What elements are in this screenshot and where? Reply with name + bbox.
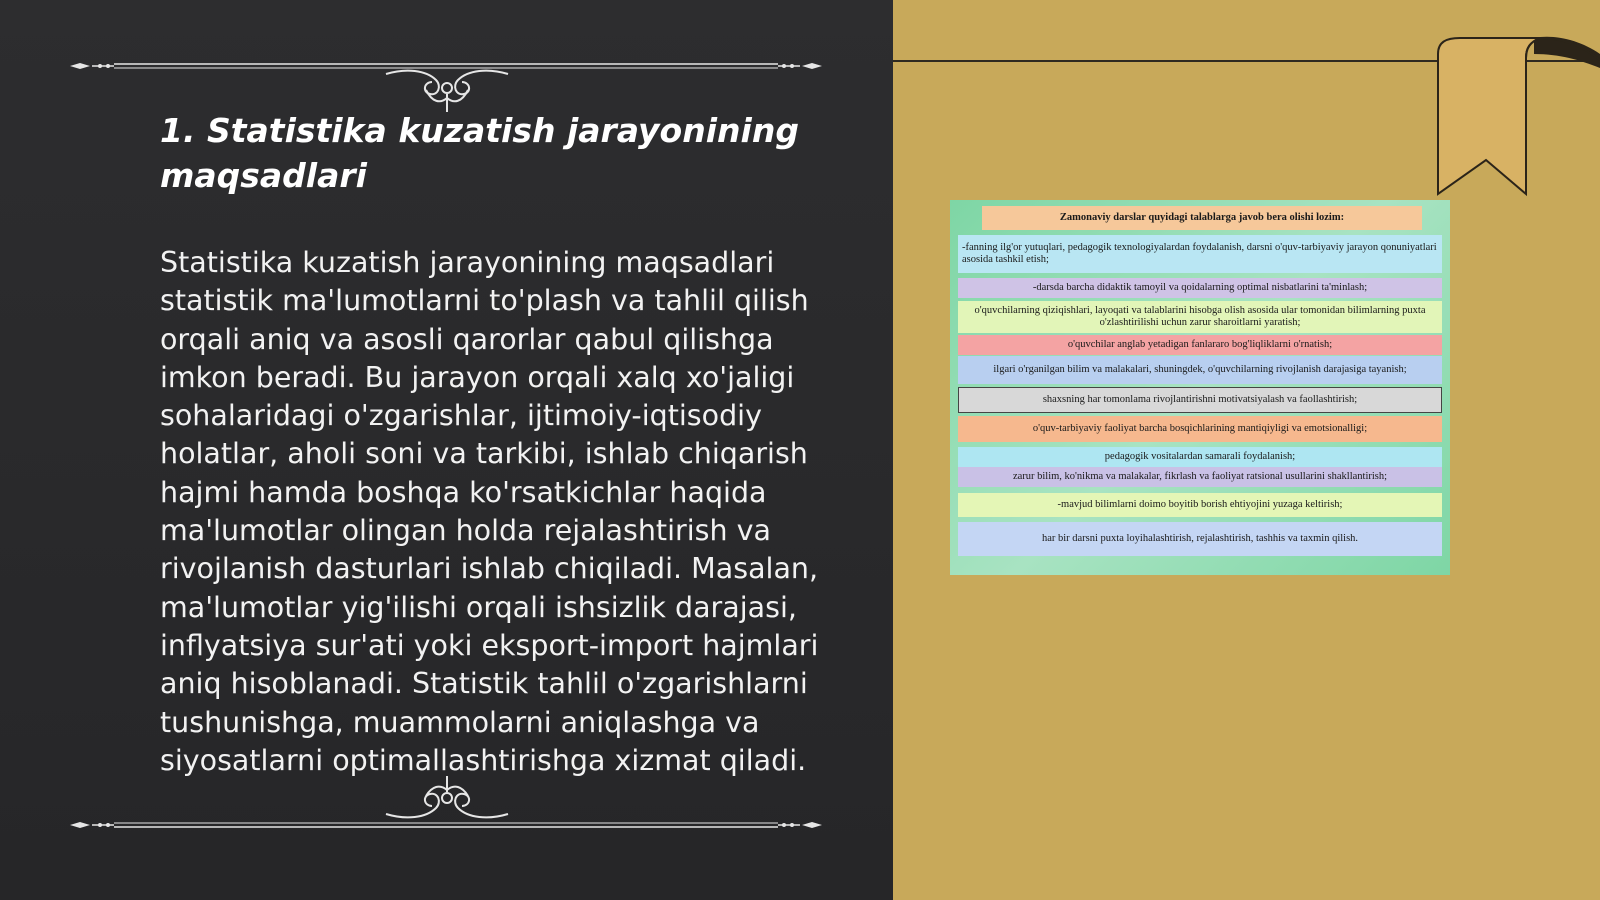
card-row: shaxsning har tomonlama rivojlantirishni motivatsiyalash va faollashtirish; [958,387,1442,413]
card-row: -mavjud bilimlarni doimo boyitib borish ehtiyojini yuzaga keltirish; [958,493,1442,517]
card-row: zarur bilim, ko'nikma va malakalar, fikrlash va faoliyat ratsional usullarini shakllantirish; [958,467,1442,487]
bottom-ornament-divider [70,817,822,833]
image-card-inner [954,204,1446,571]
card-row: Zamonaviy darslar quyidagi talablarga javob bera olishi lozim: [982,206,1422,230]
card-row: pedagogik vositalardan samarali foydalanish; [958,447,1442,467]
slide-body-text: Statistika kuzatish jarayonining maqsadlari statistik ma'lumotlarni to'plash va tahlil qilish orqali aniq va asosli qarorlar qabul qilishga imkon beradi. Bu jarayon orqali xalq xo'jaligi sohalaridagi o'zgarishlar, ijtimoiy-iqtisodiy holatlar, aholi soni va tarkibi, ishlab chiqarish hajmi hamda boshqa ko'rsatkichlar haqida ma'lumotlar olingan holda rejalashtirish va rivojlanish dasturlari ishlab chiqiladi. Masalan, ma'lumotlar yig'ilishi orqali ishsizlik darajasi, inflyatsiya sur'ati yoki eksport-import hajmlari aniq hisoblanadi. Statistik tahlil o'zgarishlarni tushunishga, muammolarni aniqlashga va siyosatlarni optimallashtirishga xizmat qiladi. [160,246,819,777]
card-row: -fanning ilg'or yutuqlari, pedagogik texnologiyalardan foydalanish, darsni o'quv-tarbiyaviy jarayon qonuniyatlari asosida tashkil etish; [958,235,1442,273]
bookmark-ribbon-icon [1430,34,1600,199]
card-row: o'quvchilarning qiziqishlari, layoqati va talablarini hisobga olish asosida ular tomonidan bilimlarning puxta o'zlashtirilishi uchun zarur sharoitlarni yaratish; [958,301,1442,333]
card-row: ilgari o'rganilgan bilim va malakalari, shuningdek, o'quvchilarning rivojlanish darajasiga tayanish; [958,356,1442,384]
card-row: har bir darsni puxta loyihalashtirish, rejalashtirish, tashhis va taxmin qilish. [958,522,1442,556]
card-row: o'quv-tarbiyaviy faoliyat barcha bosqichlarining mantiqiyligi va emotsionalligi; [958,416,1442,442]
bottom-flourish-icon [376,774,518,822]
card-row: -darsda barcha didaktik tamoyil va qoidalarning optimal nisbatlarini ta'minlash; [958,278,1442,298]
top-flourish-icon [376,66,518,114]
slide-title: 1. Statistika kuzatish jarayonining maqsadlari [160,111,799,195]
card-row: o'quvchilar anglab yetadigan fanlararo bog'liqliklarni o'rnatish; [958,335,1442,355]
pedagogy-requirements-image [950,200,1450,575]
